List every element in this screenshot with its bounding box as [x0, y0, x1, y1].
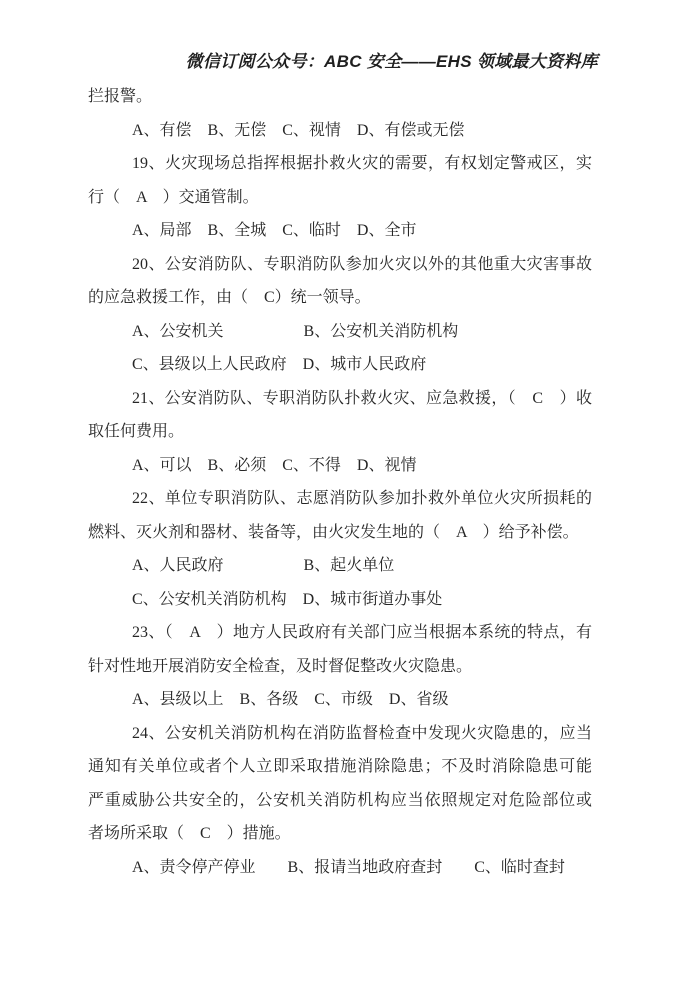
- text-line-options: C、县级以上人民政府 D、城市人民政府: [132, 356, 427, 373]
- text-line-continuation: 取任何费用。: [88, 423, 185, 440]
- text-line-question: 19、火灾现场总指挥根据扑救火灾的需要，有权划定警戒区，实: [132, 155, 592, 172]
- text-line-options: A、责令停产停业 B、报请当地政府查封 C、临时查封: [132, 858, 565, 876]
- text-line-options: A、公安机关 B、公安机关消防机构: [132, 322, 459, 340]
- text-line-continuation: 的应急救援工作，由（ C）统一领导。: [88, 289, 371, 306]
- text-line-options: A、可以 B、必须 C、不得 D、视情: [132, 456, 417, 474]
- document-body: [88, 80, 592, 884]
- text-line-continuation: 通知有关单位或者个人立即采取措施消除隐患；不及时消除隐患可能: [88, 758, 592, 775]
- text-line-continuation: 针对性地开展消防安全检查，及时督促整改火灾隐患。: [88, 657, 473, 675]
- text-line-question: 24、公安机关消防机构在消防监督检查中发现火灾隐患的，应当: [132, 724, 592, 742]
- text-line-question: 20、公安消防队、专职消防队参加火灾以外的其他重大灾害事故: [132, 255, 592, 273]
- text-line-options: A、有偿 B、无偿 C、视情 D、有偿或无偿: [132, 121, 465, 139]
- text-line-continuation: 行（ A ）交通管制。: [88, 188, 259, 206]
- text-line-options: A、县级以上 B、各级 C、市级 D、省级: [132, 691, 449, 708]
- text-line-continuation: 严重威胁公共安全的，公安机关消防机构应当依照规定对危险部位或: [88, 791, 592, 809]
- text-line-options: A、局部 B、全城 C、临时 D、全市: [132, 222, 417, 239]
- text-line-continuation: 燃料、灭火剂和器材、装备等，由火灾发生地的（ A ）给予补偿。: [88, 523, 579, 541]
- text-line-options: A、人民政府 B、起火单位: [132, 557, 395, 574]
- wechat-banner-header: 微信订阅公众号：ABC 安全——EHS 领域最大资料库: [185, 52, 598, 71]
- text-line-question: 23、（ A ）地方人民政府有关部门应当根据本系统的特点，有: [132, 624, 592, 641]
- text-line-question: 21、公安消防队、专职消防队扑救火灾、应急救援，（ C ）收: [132, 389, 592, 407]
- text-line-question: 22、单位专职消防队、志愿消防队参加扑救外单位火灾所损耗的: [132, 490, 592, 507]
- text-line-options: C、公安机关消防机构 D、城市街道办事处: [132, 590, 443, 608]
- text-line-continuation: 者场所采取（ C ）措施。: [88, 825, 291, 842]
- text-line-continuation: 拦报警。: [88, 88, 153, 105]
